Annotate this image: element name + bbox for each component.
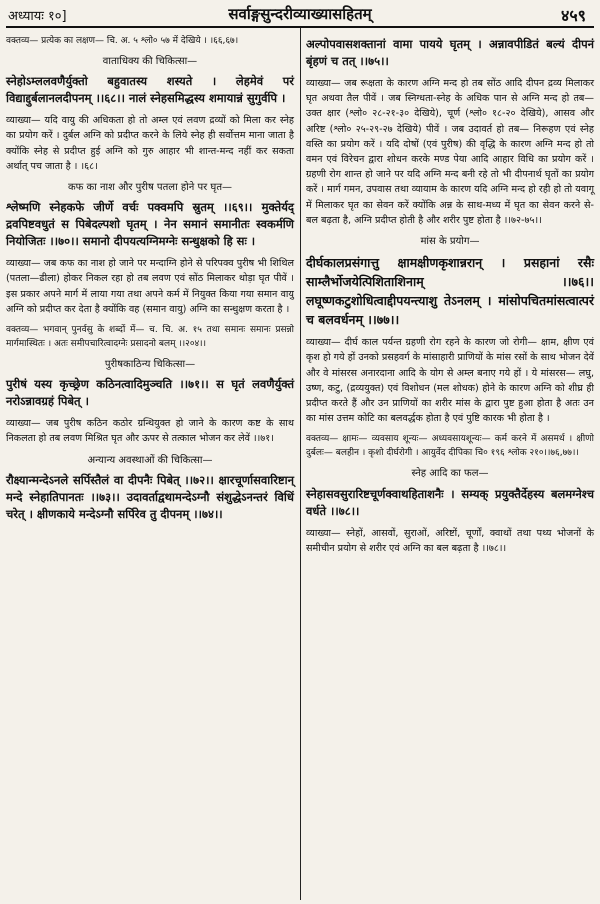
sanskrit-verse: स्नेहासवसुरारिष्टचूर्णक्वाथहिताशनैः । सम्यक् प्रयुक्तैर्देहस्य बलमग्नेश्च वर्धते ।।७८।। [306, 486, 594, 518]
section-heading: वाताधिक्य की चिकित्सा— [102, 56, 198, 67]
sanskrit-verse: अल्पोपवासशक्तानां वामा पायये घृतम् । अन्नावपीडितं बल्यं दीपनं बृंहणं च तत् ।।७५।। [306, 37, 594, 68]
commentary-paragraph: व्याख्या— यदि वायु की अधिकता हो तो अम्ल एवं लवण द्रव्यों को मिला कर स्नेह का प्रयोग करें । दुर्बल अग्नि को प्रदीप्त करने के लिये स्नेह ही सर्वोत्तम माना जाता है क्योंकि स्नेह से प्रदीप्त हुई अग्नि को गुरु आहार भी शान्त-मन्द नहीं कर सकता अर्थात् पच जाता है । ।६८। [6, 115, 294, 172]
sanskrit-verse: रौक्ष्यान्मन्देऽनले सर्पिस्तैलं वा दीपनैः पिबेत् ।।७२।। क्षारचूर्णासवारिष्टान् मन्दे स्नेहातिपानतः ।।७३।। उदावर्ताद्वथामन्देऽग्नौ संशुद्धेऽनन्तरं विधिं चरेत् । क्षीणकाये मन्देऽग्नौ सर्पिरेव तु दीपनम् ।।७४।। [6, 472, 294, 521]
commentary-paragraph: व्याख्या— जब रूक्षता के कारण अग्नि मन्द हो तब सोंठ आदि दीपन द्रव्य मिलाकर घृत अथवा तैल पीवें । जब स्निग्धता-स्नेह के अधिक पान से अग्नि मन्द हो तब— उक्त क्षार (श्लो० २८-२१-३० देखिये), चूर्ण (श्लो० १८-२० देखिये), आसव और अरिष्ट (श्लो० २५-२९-२७ देखिये) पीवें । जब उदावर्त हो तब— निरूहण एवं स्नेह वस्ति का प्रयोग करें । यदि दोषों (एवं पुरीष) की वृद्धि के कारण अग्नि मन्द हो तो वमन एवं विरेचन द्वारा शोधन करके मण्ड पेया आदि आहार विधि का प्रयोग करें । ग्रहणी रोग शान्त हो जाने पर यदि अग्नि मन्द बनी रहे तो भी दीपनार्थ घृतों का प्रयोग करें । मार्ग गमन, उपवास तथा व्यायाम के कारण यदि अग्नि मन्द हो रही हो तो यवागू में मिलाकर घृत का सेवन करें क्योंकि अन्न के साथ-मध्य में घृत का सेवन करने से- बल बढ़ता है, अग्नि प्रदीप्त होती है और शरीर पुष्ट होता है ।।७२-७५।। [306, 78, 594, 226]
left-column [6, 34, 294, 529]
commentary-paragraph: व्याख्या— दीर्घ काल पर्यन्त ग्रहणी रोग रहने के कारण जो रोगी— क्षाम, क्षीण एवं कृश हो गये हों उनको प्रसहवर्ग के मांसाहारी प्राणियों के मांस रसों के साथ भोजन देवें और वे मांसरस अनारदाना आदि के योग से अम्ल बनाए गये हों । ये मांसरस— लघु, उष्ण, कटु, (द्रव्ययुक्त) एवं विशोधन (मल शोधक) होने के कारण अग्नि को शीघ्र ही प्रदीप्त करते हैं और उन प्राणियों का शरीर मांस के द्वारा पुष्ट हुआ होता है अतः उन का मांस उत्तम कोटि का बलवर्द्धक होता है एवं पुष्टि कारक भी होता है । [306, 337, 594, 425]
chapter-label: अध्यायः १०] [8, 9, 67, 24]
commentary-note: वक्तव्य— क्षामः— व्यवसाय शून्यः— अध्यवसायशून्यः— कर्म करने में असमर्थ । क्षीणो दुर्बलः— बलहीन । कृशो दीर्घरोगी । आयुर्वेद दीपिका चि० १९६ श्लोक २१०।।७६,७७।। [306, 434, 594, 459]
section-heading: कफ का नाश और पुरीष पतला होने पर घृत— [67, 182, 233, 194]
commentary-paragraph: व्याख्या— जब पुरीष कठिन कठोर ग्रन्थियुक्त हो जाने के कारण कष्ट के साथ निकलता हो तब लवण मिश्रित घृत और ऊपर से तत्काल भोजन कर लेवें ।।७१। [6, 418, 294, 445]
sanskrit-verse: पुरीषं यस्य कृच्छ्रेण कठिनत्वादिमुञ्चति ।।७१।। स घृतं लवणैर्युक्तं नरोऽन्नावग्रहं पिबेत् । [6, 377, 294, 409]
page-number: ४५९ [561, 6, 586, 25]
sanskrit-verse: श्लेष्मणि स्नेहकफे जीर्णे वर्चः पक्वमपि स्रुतम् ।।६९।। मुक्तेर्यद् द्रवपिष्टवधुतं स पिबेदल्पशो घृतम् । नेन समानं समानीतः स्वकर्मणि नियोजितः ।।७०।। समानो दीपयत्यग्निमग्नेः सन्धुक्षको हि सः । [6, 200, 294, 249]
sanskrit-verse: स्नेहोऽम्ललवणैर्युक्तो बहुवातस्य शस्यते । लेहमेवं परं विद्याद्दुर्बलानलदीपनम् ।।६८।। नालं स्नेहसमिद्धस्य शमायान्नं सुगुर्वपि । [6, 74, 294, 106]
section-heading: पुरीषकाठिन्य चिकित्सा— [104, 359, 196, 371]
page-header [6, 2, 594, 28]
section-heading: अन्यान्य अवस्थाओं की चिकित्सा— [87, 454, 213, 466]
page-title: सर्वाङ्गसुन्दरीव्याख्यासहितम् [228, 5, 372, 23]
section-heading: स्नेह आदि का फल— [411, 468, 489, 480]
section-heading: मांस के प्रयोग— [420, 236, 480, 248]
sanskrit-verse: दीर्घकालप्रसंगात्तु क्षामक्षीणकृशान्नरान् । प्रसहानां रसैः साम्लैर्भोजयेत्पिशिताशिनाम् ।।७६।। लघूष्णकटुशोधित्वाद्दीपयन्त्याशु तेऽनलम् । मांसोपचितमांसत्वात्परं च बलवर्धनम् ।।७७।। [306, 255, 594, 328]
right-column [306, 34, 594, 562]
commentary-note: वक्तव्य— भगवान् पुनर्वसु के शब्दों में— च. चि. अ. १५ तथा समानः समानः प्रसन्नो मार्गमास्थितः । अतः समीपचारित्वादग्नेः प्रसादनो बलम् ।।२०४।। [6, 325, 294, 350]
commentary-note: वक्तव्य— प्रत्येक का लक्षण— चि. अ. ५ श्लो० ५७ में देखिये । ।६६,६७। [6, 36, 239, 46]
commentary-paragraph: व्याख्या— स्नेहों, आसवों, सुराओं, अरिष्टों, चूर्णों, क्वाथों तथा पथ्य भोजनों के समीचीन प्रयोग से शरीर एवं अग्नि का बल बढ़ता है ।।७८।। [306, 527, 594, 554]
column-divider [300, 28, 301, 900]
commentary-paragraph: व्याख्या— जब कफ का नाश हो जाने पर मन्दाग्नि होने से परिपक्व पुरीष भी शिथिल (पतला—ढीला) होकर निकल रहा हो तब लवण एवं सोंठ मिलाकर थोड़ा घृत पीवें । इस प्रकार अपने मार्ग में लाया गया तथा अपने कर्म में नियुक्त किया गया समान वायु अग्नि को प्रदीप्त कर देता है क्योंकि वह (समान वायु) अग्नि का सन्धुक्षण करता है । [6, 258, 294, 315]
